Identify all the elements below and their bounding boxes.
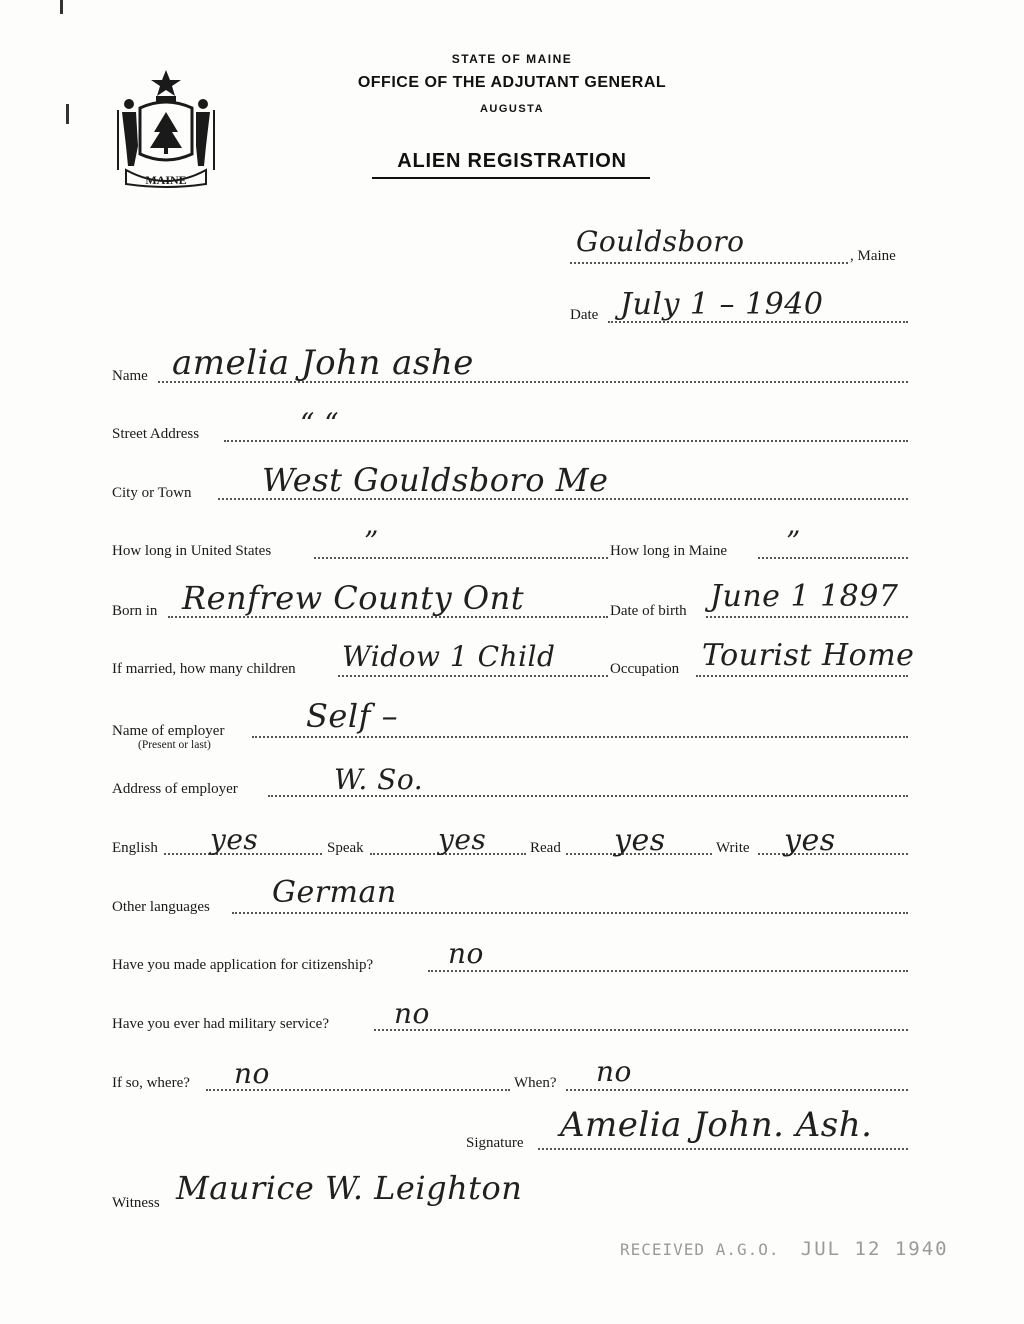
occupation-dotted-line (696, 675, 908, 677)
employer-dotted-line (252, 736, 908, 738)
header-state: STATE OF MAINE (451, 52, 573, 66)
when-value: no (596, 1055, 632, 1088)
employer-sublabel: (Present or last) (138, 739, 211, 751)
children-label: If married, how many children (112, 661, 296, 677)
english-value: yes (210, 823, 259, 856)
other-languages-dotted-line (232, 912, 908, 914)
signature-label: Signature (466, 1135, 524, 1151)
dob-dotted-line (706, 616, 908, 618)
date-value: July 1 – 1940 (620, 287, 824, 322)
read-label: Read (530, 840, 561, 856)
form-title: ALIEN REGISTRATION (397, 150, 627, 172)
occupation-value: Tourist Home (702, 638, 915, 673)
name-value: amelia John ashe (172, 343, 474, 383)
other-languages-label: Other languages (112, 899, 210, 915)
military-value: no (394, 997, 430, 1030)
read-value: yes (614, 823, 666, 858)
employer-address-label: Address of employer (112, 781, 238, 797)
employer-value: Self – (306, 697, 399, 735)
born-in-label: Born in (112, 603, 158, 619)
signature-dotted-line (538, 1148, 908, 1150)
witness-label: Witness (112, 1195, 160, 1211)
citizenship-value: no (448, 937, 484, 970)
speak-value: yes (438, 823, 487, 856)
received-stamp-text: RECEIVED A.G.O. (620, 1240, 780, 1259)
where-value: no (234, 1057, 270, 1090)
signature-value: Amelia John. Ash. (560, 1105, 873, 1145)
city-label: City or Town (112, 485, 192, 501)
citizenship-label: Have you made application for citizenship? (112, 957, 374, 973)
dob-value: June 1 1897 (710, 579, 899, 614)
occupation-label: Occupation (610, 661, 680, 677)
speak-label: Speak (327, 840, 364, 856)
header-office: OFFICE OF THE ADJUTANT GENERAL (357, 74, 667, 91)
seal-banner-text: MAINE (145, 173, 187, 187)
other-languages-value: German (272, 875, 397, 910)
military-dotted-line (374, 1029, 908, 1031)
date-label: Date (570, 307, 599, 323)
city-value: West Gouldsboro Me (262, 461, 609, 499)
how-long-us-dotted-line (314, 557, 608, 559)
born-in-value: Renfrew County Ont (182, 579, 525, 617)
street-value: “ “ (300, 407, 340, 440)
when-dotted-line (566, 1089, 908, 1091)
received-stamp-date: JUL 12 1940 (800, 1238, 949, 1260)
how-long-us-label: How long in United States (112, 543, 272, 559)
street-dotted-line (224, 440, 908, 442)
town-suffix: , Maine (850, 248, 896, 264)
street-label: Street Address (112, 426, 200, 442)
how-long-us-value: ” (364, 525, 379, 558)
scan-mark (66, 104, 69, 124)
title-underline (372, 177, 650, 179)
scan-mark (60, 0, 63, 14)
how-long-maine-dotted-line (758, 557, 908, 559)
military-label: Have you ever had military service? (112, 1016, 329, 1032)
when-label: When? (514, 1075, 557, 1091)
children-value: Widow 1 Child (342, 640, 556, 673)
header-city: AUGUSTA (479, 103, 545, 115)
received-stamp (620, 1238, 949, 1260)
town-dotted-line (570, 262, 848, 264)
witness-value: Maurice W. Leighton (176, 1169, 523, 1207)
where-label: If so, where? (112, 1075, 190, 1091)
children-dotted-line (338, 675, 608, 677)
write-label: Write (716, 840, 750, 856)
dob-label: Date of birth (610, 603, 687, 619)
name-label: Name (112, 368, 148, 384)
how-long-maine-value: ” (786, 525, 801, 558)
town-value: Gouldsboro (576, 225, 745, 258)
english-label: English (112, 840, 158, 856)
how-long-maine-label: How long in Maine (610, 543, 728, 559)
citizenship-dotted-line (428, 970, 908, 972)
employer-label: Name of employer (112, 723, 225, 739)
employer-address-value: W. So. (334, 763, 424, 796)
write-value: yes (784, 823, 836, 858)
